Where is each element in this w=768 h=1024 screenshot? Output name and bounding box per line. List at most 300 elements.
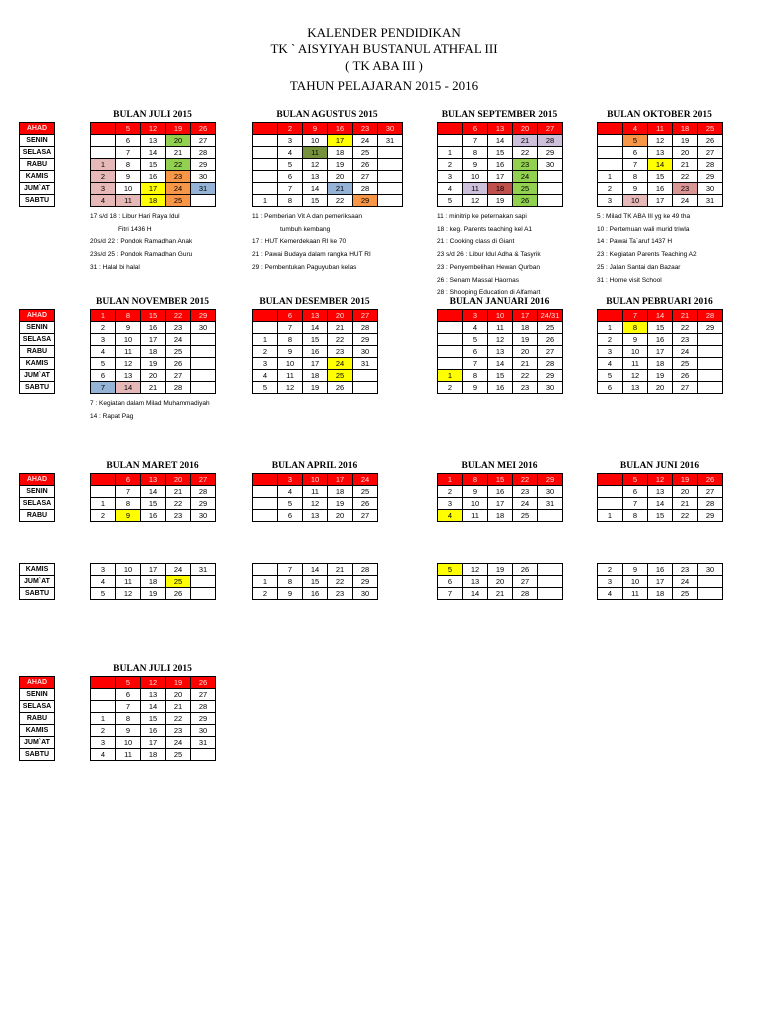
date-cell (378, 159, 403, 171)
date-cell: 9 (116, 322, 141, 334)
date-cell: 6 (278, 171, 303, 183)
note-line: 21 : Pawai Budaya dalam rangka HUT RI (252, 251, 371, 259)
date-cell: 11 (116, 749, 141, 761)
date-cell: 16 (328, 123, 353, 135)
date-cell: 9 (623, 334, 648, 346)
date-cell (598, 486, 623, 498)
date-cell: 13 (303, 171, 328, 183)
date-cell: 19 (303, 382, 328, 394)
day-name: SELASA (20, 701, 55, 713)
date-cell: 21 (166, 486, 191, 498)
date-cell: 23 (673, 564, 698, 576)
date-cell: 22 (328, 195, 353, 207)
date-cell: 23 (166, 322, 191, 334)
date-cell: 14 (488, 358, 513, 370)
date-cell: 19 (166, 123, 191, 135)
date-cell: 13 (303, 310, 328, 322)
date-cell: 20 (141, 370, 166, 382)
date-cell: 21 (673, 498, 698, 510)
date-cell: 4 (91, 346, 116, 358)
date-cell: 8 (623, 510, 648, 522)
date-cell: 19 (141, 358, 166, 370)
date-cell: 10 (116, 183, 141, 195)
day-name: SELASA (20, 334, 55, 346)
date-cell (253, 564, 278, 576)
date-cell: 14 (648, 310, 673, 322)
date-cell: 18 (673, 123, 698, 135)
note-line: 31 : Halal bi halal (90, 263, 140, 271)
date-cell: 27 (191, 135, 216, 147)
date-cell: 13 (488, 123, 513, 135)
date-cell: 11 (116, 576, 141, 588)
date-cell: 21 (166, 147, 191, 159)
date-cell: 26 (191, 123, 216, 135)
date-cell: 25 (673, 358, 698, 370)
date-cell: 19 (488, 564, 513, 576)
date-cell: 21 (673, 159, 698, 171)
date-cell: 17 (513, 310, 538, 322)
date-cell: 30 (378, 123, 403, 135)
date-cell: 12 (141, 123, 166, 135)
date-cell: 25 (166, 195, 191, 207)
date-cell: 5 (463, 334, 488, 346)
date-cell: 28 (353, 183, 378, 195)
date-cell: 24 (166, 183, 191, 195)
date-cell: 30 (191, 510, 216, 522)
date-cell: 10 (463, 498, 488, 510)
date-cell: 15 (648, 510, 673, 522)
date-cell: 3 (598, 195, 623, 207)
date-cell: 12 (463, 195, 488, 207)
date-cell: 25 (328, 370, 353, 382)
date-cell: 12 (463, 564, 488, 576)
date-cell: 15 (141, 498, 166, 510)
day-name: RABU (20, 510, 55, 522)
date-cell: 10 (278, 358, 303, 370)
date-cell: 30 (698, 564, 723, 576)
notes-nov15 (90, 398, 210, 423)
date-cell: 14 (116, 382, 141, 394)
date-cell: 20 (328, 310, 353, 322)
date-cell: 21 (513, 135, 538, 147)
date-cell: 23 (513, 159, 538, 171)
date-cell: 1 (253, 195, 278, 207)
date-cell: 27 (538, 123, 563, 135)
date-cell: 29 (538, 370, 563, 382)
date-cell: 24 (328, 358, 353, 370)
date-cell: 13 (303, 510, 328, 522)
date-cell (91, 147, 116, 159)
date-cell: 29 (191, 159, 216, 171)
date-cell: 19 (488, 195, 513, 207)
date-cell: 30 (191, 725, 216, 737)
note-line: 23 : Kegiatan Parents Teaching A2 (597, 251, 697, 259)
date-cell: 3 (278, 474, 303, 486)
date-cell: 7 (91, 382, 116, 394)
date-cell (253, 310, 278, 322)
date-cell (91, 677, 116, 689)
date-cell (438, 135, 463, 147)
note-line: 29 : Pembentukan Paguyuban kelas (252, 263, 357, 271)
date-cell: 8 (278, 195, 303, 207)
date-cell: 4 (278, 486, 303, 498)
date-cell: 7 (438, 588, 463, 600)
date-cell: 15 (141, 310, 166, 322)
date-cell: 8 (278, 334, 303, 346)
date-cell: 31 (191, 737, 216, 749)
date-cell (538, 576, 563, 588)
month-title: BULAN PEBRUARI 2016 (606, 297, 713, 307)
date-cell: 31 (538, 498, 563, 510)
day-name: KAMIS (20, 171, 55, 183)
date-cell: 28 (353, 564, 378, 576)
date-cell: 31 (698, 195, 723, 207)
date-cell: 27 (191, 689, 216, 701)
month-grid-jan16 (437, 309, 563, 394)
date-cell: 4 (278, 147, 303, 159)
date-cell: 24 (513, 171, 538, 183)
date-cell (698, 588, 723, 600)
date-cell: 14 (303, 564, 328, 576)
date-cell: 26 (698, 135, 723, 147)
date-cell: 28 (191, 486, 216, 498)
note-line: 28 : Shooping Education di Alfamart (437, 289, 541, 297)
date-cell: 22 (328, 334, 353, 346)
date-cell (253, 123, 278, 135)
date-cell: 27 (353, 171, 378, 183)
date-cell: 4 (598, 588, 623, 600)
date-cell: 8 (116, 498, 141, 510)
date-cell (598, 123, 623, 135)
date-cell: 4 (463, 322, 488, 334)
date-cell: 12 (648, 474, 673, 486)
date-cell: 30 (698, 183, 723, 195)
day-name: SABTU (20, 195, 55, 207)
date-cell: 22 (513, 474, 538, 486)
date-cell: 7 (278, 564, 303, 576)
date-cell: 2 (278, 123, 303, 135)
date-cell: 23 (353, 123, 378, 135)
date-cell: 10 (116, 564, 141, 576)
month-title: BULAN SEPTEMBER 2015 (441, 110, 558, 120)
date-cell: 11 (623, 588, 648, 600)
date-cell: 5 (278, 498, 303, 510)
date-cell: 30 (353, 588, 378, 600)
date-cell: 2 (253, 346, 278, 358)
date-cell: 16 (488, 486, 513, 498)
date-cell (538, 171, 563, 183)
date-cell: 29 (538, 147, 563, 159)
month-grid-apr16 (252, 563, 378, 600)
month-grid-feb16 (597, 309, 723, 394)
date-cell: 20 (513, 123, 538, 135)
date-cell (698, 346, 723, 358)
date-cell (598, 147, 623, 159)
date-cell: 16 (141, 171, 166, 183)
date-cell: 6 (116, 135, 141, 147)
date-cell: 2 (91, 322, 116, 334)
month-title: BULAN DESEMBER 2015 (259, 297, 370, 307)
date-cell: 12 (141, 677, 166, 689)
date-cell: 9 (116, 171, 141, 183)
date-cell: 14 (303, 183, 328, 195)
date-cell: 29 (698, 322, 723, 334)
date-cell: 2 (253, 588, 278, 600)
date-cell: 9 (116, 510, 141, 522)
date-cell: 22 (166, 159, 191, 171)
date-cell: 30 (538, 486, 563, 498)
note-line: 23s/d 25 : Pondok Ramadhan Guru (90, 251, 193, 259)
note-line: 11 : Pemberian Vit A dan pemeriksaan (252, 213, 362, 220)
date-cell (253, 159, 278, 171)
date-cell: 25 (698, 123, 723, 135)
date-cell (698, 382, 723, 394)
date-cell: 22 (328, 576, 353, 588)
date-cell: 17 (141, 737, 166, 749)
date-cell: 8 (116, 713, 141, 725)
date-cell: 15 (141, 713, 166, 725)
date-cell: 8 (116, 310, 141, 322)
date-cell (191, 358, 216, 370)
date-cell: 16 (141, 322, 166, 334)
date-cell: 16 (303, 588, 328, 600)
date-cell: 9 (278, 346, 303, 358)
date-cell: 14 (463, 588, 488, 600)
date-cell: 26 (698, 474, 723, 486)
date-cell: 24 (166, 564, 191, 576)
date-cell: 17 (648, 576, 673, 588)
date-cell (538, 195, 563, 207)
date-cell: 9 (463, 159, 488, 171)
date-cell: 22 (166, 498, 191, 510)
date-cell: 20 (488, 576, 513, 588)
date-cell: 8 (623, 171, 648, 183)
date-cell: 11 (488, 322, 513, 334)
day-name: RABU (20, 159, 55, 171)
date-cell: 16 (488, 382, 513, 394)
date-cell (91, 474, 116, 486)
date-cell: 4 (623, 123, 648, 135)
date-cell: 27 (673, 382, 698, 394)
date-cell: 20 (328, 510, 353, 522)
date-cell: 14 (141, 486, 166, 498)
date-cell: 20 (328, 171, 353, 183)
date-cell (353, 382, 378, 394)
date-cell: 6 (278, 310, 303, 322)
date-cell: 18 (328, 147, 353, 159)
date-cell (598, 135, 623, 147)
date-cell: 3 (91, 737, 116, 749)
date-cell: 25 (166, 346, 191, 358)
day-name-column (19, 676, 55, 761)
date-cell (91, 123, 116, 135)
date-cell (191, 334, 216, 346)
date-cell: 8 (623, 322, 648, 334)
date-cell: 3 (463, 310, 488, 322)
date-cell: 14 (488, 135, 513, 147)
date-cell: 28 (353, 322, 378, 334)
date-cell: 3 (598, 576, 623, 588)
date-cell: 12 (488, 334, 513, 346)
day-name: AHAD (20, 474, 55, 486)
date-cell: 19 (673, 135, 698, 147)
day-name: JUM`AT (20, 183, 55, 195)
date-cell (191, 346, 216, 358)
date-cell: 29 (698, 510, 723, 522)
date-cell: 21 (328, 183, 353, 195)
date-cell: 23 (673, 183, 698, 195)
date-cell: 11 (623, 358, 648, 370)
date-cell: 22 (673, 322, 698, 334)
date-cell: 20 (648, 382, 673, 394)
note-line: 11 : minitrip ke peternakan sapi (437, 213, 527, 220)
note-line: 23 s/d 26 : Libur Idul Adha & Tasyrik (437, 251, 541, 259)
date-cell: 15 (303, 195, 328, 207)
date-cell (191, 370, 216, 382)
note-line: 17 : HUT Kemerdekaan RI ke 70 (252, 238, 347, 246)
date-cell: 25 (673, 588, 698, 600)
date-cell: 5 (438, 564, 463, 576)
date-cell: 24 (353, 135, 378, 147)
month-title: BULAN MEI 2016 (461, 461, 538, 471)
date-cell: 31 (191, 564, 216, 576)
date-cell: 18 (303, 370, 328, 382)
date-cell (191, 576, 216, 588)
date-cell: 18 (328, 486, 353, 498)
date-cell: 4 (91, 195, 116, 207)
date-cell: 22 (513, 147, 538, 159)
date-cell: 27 (353, 510, 378, 522)
date-cell: 23 (166, 725, 191, 737)
month-grid-jun16 (597, 473, 723, 522)
date-cell: 11 (116, 195, 141, 207)
date-cell: 21 (328, 564, 353, 576)
date-cell: 2 (598, 564, 623, 576)
date-cell: 14 (141, 701, 166, 713)
date-cell: 2 (438, 159, 463, 171)
date-cell: 17 (648, 195, 673, 207)
date-cell: 7 (278, 183, 303, 195)
date-cell: 17 (488, 171, 513, 183)
date-cell: 23 (328, 346, 353, 358)
date-cell: 26 (328, 382, 353, 394)
date-cell: 16 (141, 725, 166, 737)
date-cell: 12 (303, 498, 328, 510)
day-name-column (19, 122, 55, 207)
date-cell: 13 (488, 346, 513, 358)
date-cell: 4 (438, 510, 463, 522)
date-cell: 28 (698, 310, 723, 322)
date-cell: 11 (648, 123, 673, 135)
date-cell: 12 (278, 382, 303, 394)
date-cell: 28 (698, 498, 723, 510)
date-cell: 24 (166, 334, 191, 346)
date-cell: 9 (116, 725, 141, 737)
date-cell: 21 (513, 358, 538, 370)
note-line: 21 : Cooking class di Giant (437, 238, 515, 246)
date-cell: 7 (463, 358, 488, 370)
date-cell: 8 (278, 576, 303, 588)
date-cell: 3 (438, 171, 463, 183)
date-cell: 9 (463, 382, 488, 394)
date-cell: 28 (191, 701, 216, 713)
date-cell: 5 (623, 135, 648, 147)
date-cell: 22 (513, 370, 538, 382)
date-cell (438, 123, 463, 135)
date-cell: 5 (116, 677, 141, 689)
date-cell: 7 (623, 498, 648, 510)
date-cell: 1 (91, 310, 116, 322)
day-name: KAMIS (20, 564, 55, 576)
date-cell: 22 (166, 713, 191, 725)
date-cell: 27 (538, 346, 563, 358)
month-title: BULAN JUNI 2016 (619, 461, 700, 471)
date-cell: 15 (648, 171, 673, 183)
date-cell: 23 (166, 510, 191, 522)
date-cell (598, 310, 623, 322)
date-cell: 1 (91, 713, 116, 725)
date-cell: 13 (141, 474, 166, 486)
date-cell: 1 (598, 322, 623, 334)
date-cell: 27 (191, 474, 216, 486)
date-cell: 21 (328, 322, 353, 334)
date-cell: 4 (91, 576, 116, 588)
month-grid-jul16 (90, 676, 216, 761)
day-name: AHAD (20, 310, 55, 322)
date-cell: 2 (598, 183, 623, 195)
date-cell: 29 (191, 310, 216, 322)
date-cell (253, 498, 278, 510)
date-cell: 10 (488, 310, 513, 322)
date-cell: 26 (513, 195, 538, 207)
note-line: 5 : Milad TK ABA III yg ke 49 tha (597, 213, 691, 220)
date-cell (598, 159, 623, 171)
date-cell: 19 (648, 370, 673, 382)
date-cell: 1 (438, 370, 463, 382)
date-cell: 7 (463, 135, 488, 147)
date-cell: 31 (353, 358, 378, 370)
date-cell: 20 (166, 474, 191, 486)
date-cell: 11 (116, 346, 141, 358)
date-cell: 18 (488, 183, 513, 195)
notes-jul15 (90, 211, 192, 275)
date-cell: 6 (463, 346, 488, 358)
date-cell: 7 (623, 310, 648, 322)
date-cell (438, 322, 463, 334)
date-cell: 21 (166, 701, 191, 713)
date-cell: 3 (438, 498, 463, 510)
date-cell: 8 (463, 370, 488, 382)
date-cell: 3 (253, 358, 278, 370)
date-cell: 19 (513, 334, 538, 346)
date-cell: 6 (463, 123, 488, 135)
date-cell: 14 (141, 147, 166, 159)
date-cell: 17 (328, 474, 353, 486)
date-cell: 13 (116, 370, 141, 382)
date-cell (598, 474, 623, 486)
month-grid-mar16 (90, 473, 216, 522)
date-cell: 8 (463, 147, 488, 159)
date-cell (698, 576, 723, 588)
date-cell: 7 (116, 486, 141, 498)
date-cell (378, 171, 403, 183)
date-cell: 25 (513, 510, 538, 522)
note-line: 14 : Rapat Pag (90, 412, 134, 420)
month-grid-apr16 (252, 473, 378, 522)
school-abbreviation: ( TK ABA III ) (345, 58, 423, 73)
date-cell (538, 564, 563, 576)
date-cell: 22 (673, 510, 698, 522)
